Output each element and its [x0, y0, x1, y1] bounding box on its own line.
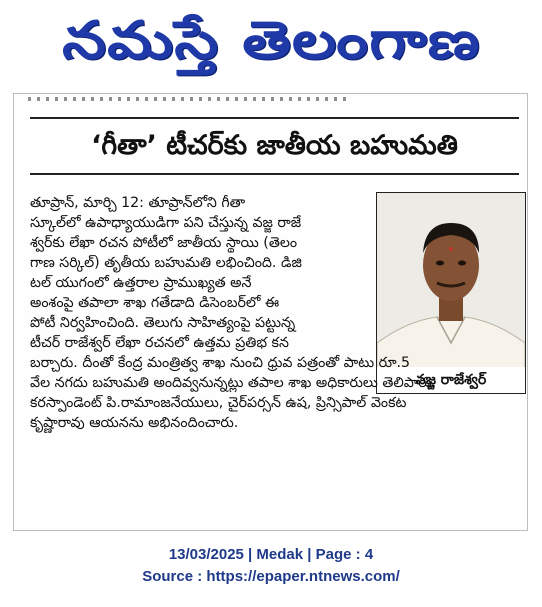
- article-line: కృష్ణారావు ఆయనను అభినందించారు.: [30, 415, 239, 431]
- article-line: బర్చారు. దీంతో కేంద్ర మంత్రిత్వ శాఖ నుంచి ధ్రువ పత్రంతో పాటు రూ.5: [30, 355, 411, 371]
- photo-caption: వజ్జ రాజేశ్వర్: [377, 367, 525, 393]
- headline-rule-top: [30, 117, 519, 119]
- article-line: కరస్పాండెంట్ పి.రామాంజనేయులు, చైర్‌పర్సన్ ఉష, ప్రిన్సిపాల్ వెంకట: [30, 395, 407, 411]
- article-line: వేల నగదు బహుమతి అందివ్వనున్నట్లు తపాల శాఖ అధికారులు తెలిపారు.: [30, 375, 437, 391]
- footer-date-line: 13/03/2025 | Medak | Page : 4: [168, 546, 374, 563]
- article-line: అంశంపై తపాలా శాఖ గతేడాది డిసెంబర్‌లో ఈ: [30, 295, 280, 311]
- headline-rule-bottom: [30, 173, 519, 175]
- article-line: టల్ యుగంలో ఉత్తరాల ప్రాముఖ్యత అనే: [30, 275, 252, 291]
- news-clipping: [13, 93, 528, 531]
- article-line: తూప్రాన్, మార్చి 12: తూప్రాన్‌లోని గీతా: [30, 195, 246, 211]
- article-line: టీచర్ రాజేశ్వర్ లేఖా రచనలో ఉత్తమ ప్రతిభ కన: [30, 335, 289, 351]
- article-line: గాణ సర్కిల్) తృతీయ బహుమతి లభించింది. డిజి: [30, 255, 302, 271]
- article-line: స్కూల్‌లో ఉపాధ్యాయుడిగా పని చేస్తున్న వజ్జ రాజే: [30, 215, 302, 231]
- clipping-cut-edge: [28, 94, 348, 104]
- article-headline: ‘గీతా’ టీచర్‌కు జాతీయ బహుమతి: [91, 130, 458, 161]
- masthead-title: నమస్తే తెలంగాణ: [61, 11, 481, 71]
- article-line: శ్వర్‌కు లేఖా రచన పోటీలో జాతీయ స్థాయి (తెలం: [30, 235, 298, 251]
- footer-source-line: Source : https://epaper.ntnews.com/: [142, 568, 400, 585]
- article-line: పోటీ నిర్వహించింది. తెలుగు సాహిత్యంపై పట్టున్న: [30, 315, 296, 331]
- masthead: [0, 6, 542, 76]
